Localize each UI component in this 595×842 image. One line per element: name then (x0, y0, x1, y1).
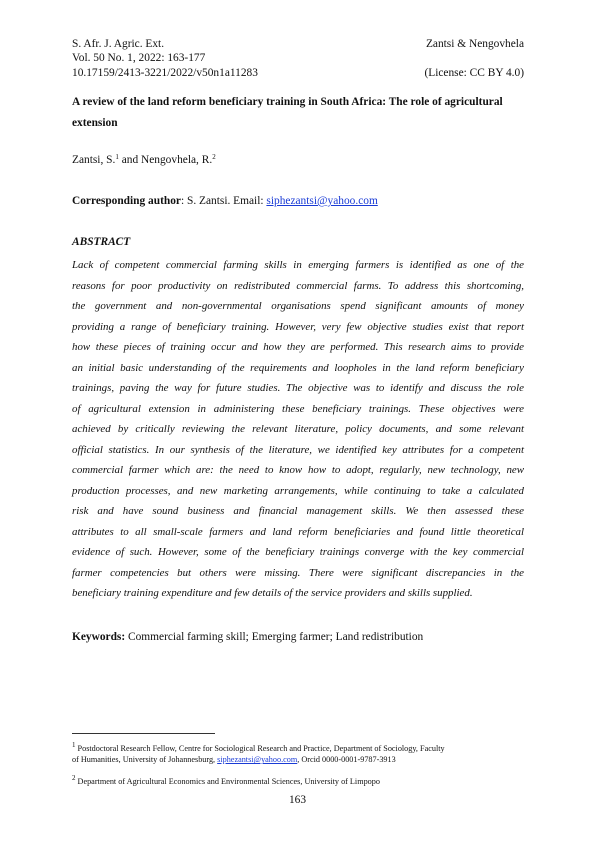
abstract-line: commercial farmer which are: the need to know how to adopt, regularly, new technology, new (72, 464, 524, 476)
abstract-line: attributes to all small-scale farmers and land reform beneficiaries and found little theoretical (72, 525, 524, 538)
footnote-1-text-cont: of Humanities, University of Johannesburg, (72, 755, 218, 765)
abstract-line: the government and non-governmental organisations spend significant amounts of money (72, 300, 524, 312)
abstract-line: risk and have sound business and financial management skills. We then assessed these (72, 505, 524, 517)
footnote-1 (72, 740, 532, 765)
abstract-line: achieved by critically reviewing the relevant literature, policy documents, and some relevant (72, 423, 524, 435)
footnote-1-text: Postdoctoral Research Fellow, Centre for Sociological Research and Practice, Department of Sociology, Faculty (75, 744, 445, 753)
page-number: 163 (288, 794, 307, 806)
abstract-line: trainings, paving the way for future studies. The objective was to identify and discuss the role (72, 382, 524, 394)
abstract-line: production processes, and new marketing arrangements, while continuing to take a calculated (72, 484, 524, 497)
abstract-line: an initial basic understanding of the requirements and loopholes in the land reform beneficiary (72, 361, 524, 374)
abstract-line: evidence of such. However, some of the beneficiary trainings converge with the key commercial (72, 546, 524, 558)
title-line: A review of the land reform beneficiary training in South Africa: The role of agricultural (72, 96, 503, 108)
abstract-line: beneficiary training expenditure and few details of the service providers and skills supplied. (72, 587, 473, 599)
keywords (72, 631, 423, 643)
keywords-label: Keywords: (72, 631, 126, 643)
abstract-line: how these pieces of training occur and how they are performed. This research aims to provide (72, 341, 524, 353)
footnote-1-email-link[interactable]: siphezantsi@yahoo.com (217, 755, 298, 765)
abstract-line: of agricultural extension in administering these beneficiary trainings. These objectives were (72, 402, 524, 415)
volume-info: Vol. 50 No. 1, 2022: 163-177 (72, 52, 206, 65)
author-2-affiliation-mark: 2 (212, 153, 216, 161)
footnote-2 (72, 773, 532, 787)
abstract-body (72, 255, 524, 604)
abstract-line: official statistics. In our synthesis of the literature, we identified key attributes for a competent (72, 443, 524, 456)
title-line: extension (72, 116, 118, 129)
abstract-line: farmer competencies but others were missing. There were significant discrepancies in the (72, 566, 524, 579)
footnote-1-mark: 1 (72, 741, 76, 749)
author-list (72, 153, 216, 166)
author-2: and Nengovhela, R. (118, 154, 213, 166)
running-header (72, 37, 524, 80)
footnote-2-mark: 2 (72, 774, 76, 782)
footnote-2-text: Department of Agricultural Economics and Environmental Sciences, University of Limpopo (75, 777, 380, 786)
abstract-line: providing a range of beneficiary training. However, very few objective studies exist that report (72, 320, 524, 333)
corresponding-text: : S. Zantsi. Email: (180, 195, 267, 207)
license: (License: CC BY 4.0) (424, 66, 524, 79)
abstract-line: Lack of competent commercial farming skills in emerging farmers is identified as one of the (72, 259, 524, 271)
abstract-line: reasons for poor productivity on redistributed commercial farms. To address this shortcoming, (72, 279, 524, 292)
abstract-heading: ABSTRACT (72, 236, 131, 248)
corresponding-email-link[interactable]: siphezantsi@yahoo.com (266, 195, 378, 207)
doi: 10.17159/2413-3221/2022/v50n1a11283 (72, 66, 258, 79)
author-1: Zantsi, S. (72, 154, 116, 166)
header-authors: Zantsi & Nengovhela (425, 38, 524, 50)
author-1-affiliation-mark: 1 (115, 153, 119, 161)
footnote-divider (72, 733, 215, 734)
footnote-1-orcid: , Orcid 0000-0001-9787-3913 (297, 755, 396, 765)
corresponding-label: Corresponding author (72, 195, 181, 207)
journal-name: S. Afr. J. Agric. Ext. (72, 38, 165, 50)
article-title (72, 92, 524, 133)
keywords-text: Commercial farming skill; Emerging farmer; Land redistribution (125, 631, 424, 643)
corresponding-author (72, 195, 378, 207)
